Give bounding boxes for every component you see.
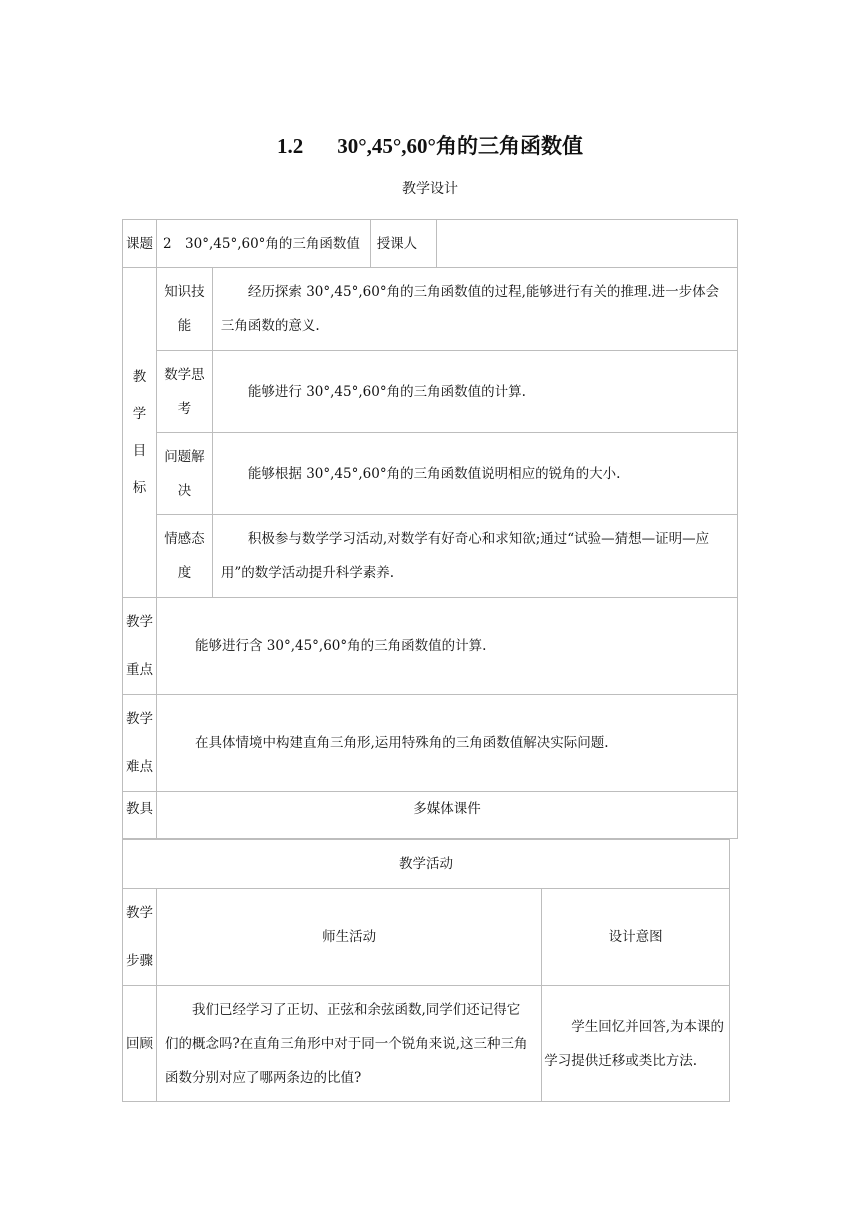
- title-text: 30°,45°,60°角的三角函数值: [337, 134, 583, 158]
- activity-header: 教学活动: [123, 840, 730, 889]
- intent-text: 学生回忆并回答,为本课的学习提供迁移或类比方法.: [542, 986, 730, 1102]
- activity-header-row: [123, 840, 730, 889]
- objective-text: 经历探索 30°,45°,60°角的三角函数值的过程,能够进行有关的推理.进一步体会三角函数的意义.: [212, 268, 737, 351]
- objective-row: [123, 351, 738, 433]
- tools-label: 教具: [123, 792, 157, 839]
- key-point-label: 教学重点: [123, 598, 157, 695]
- objective-label: 情感态度: [156, 515, 212, 598]
- title-number: 1.2: [277, 134, 304, 158]
- difficulty-label: 教学难点: [123, 695, 157, 792]
- design-table: [122, 219, 738, 839]
- teacher-value: [436, 220, 737, 268]
- objective-label: 问题解决: [156, 433, 212, 515]
- objective-text: 能够根据 30°,45°,60°角的三角函数值说明相应的锐角的大小.: [212, 433, 737, 515]
- page-title: [0, 130, 860, 160]
- activity-columns-row: [123, 889, 730, 986]
- step-name: 回顾: [123, 986, 157, 1102]
- page-subtitle: 教学设计: [402, 181, 458, 197]
- objectives-label: [123, 268, 157, 598]
- teacher-label: 授课人: [370, 220, 436, 268]
- activity-table: [122, 839, 730, 1102]
- intent-column-header: 设计意图: [542, 889, 730, 986]
- objective-row: [123, 515, 738, 598]
- lesson-value: 2 30°,45°,60°角的三角函数值: [156, 220, 370, 268]
- activity-row: [123, 986, 730, 1102]
- objective-row: [123, 433, 738, 515]
- step-label: 教学步骤: [123, 889, 157, 986]
- objective-label: 知识技能: [156, 268, 212, 351]
- tools-row: [123, 792, 738, 839]
- objectives-label-text: 教 学 目 标: [132, 368, 147, 496]
- key-point-text: 能够进行含 30°,45°,60°角的三角函数值的计算.: [156, 598, 737, 695]
- objective-row: [123, 268, 738, 351]
- difficulty-row: [123, 695, 738, 792]
- lesson-label: 课题: [123, 220, 157, 268]
- lesson-row: [123, 220, 738, 268]
- key-point-row: [123, 598, 738, 695]
- tools-text: 多媒体课件: [156, 792, 737, 839]
- activity-text: 我们已经学习了正切、正弦和余弦函数,同学们还记得它们的概念吗?在直角三角形中对于同一个锐角来说,这三种三角函数分别对应了哪两条边的比值?: [156, 986, 541, 1102]
- objective-text: 能够进行 30°,45°,60°角的三角函数值的计算.: [212, 351, 737, 433]
- objective-text: 积极参与数学学习活动,对数学有好奇心和求知欲;通过“试验—猜想—证明—应用”的数学活动提升科学素养.: [212, 515, 737, 598]
- objective-label: 数学思考: [156, 351, 212, 433]
- activity-column-header: 师生活动: [156, 889, 541, 986]
- difficulty-text: 在具体情境中构建直角三角形,运用特殊角的三角函数值解决实际问题.: [156, 695, 737, 792]
